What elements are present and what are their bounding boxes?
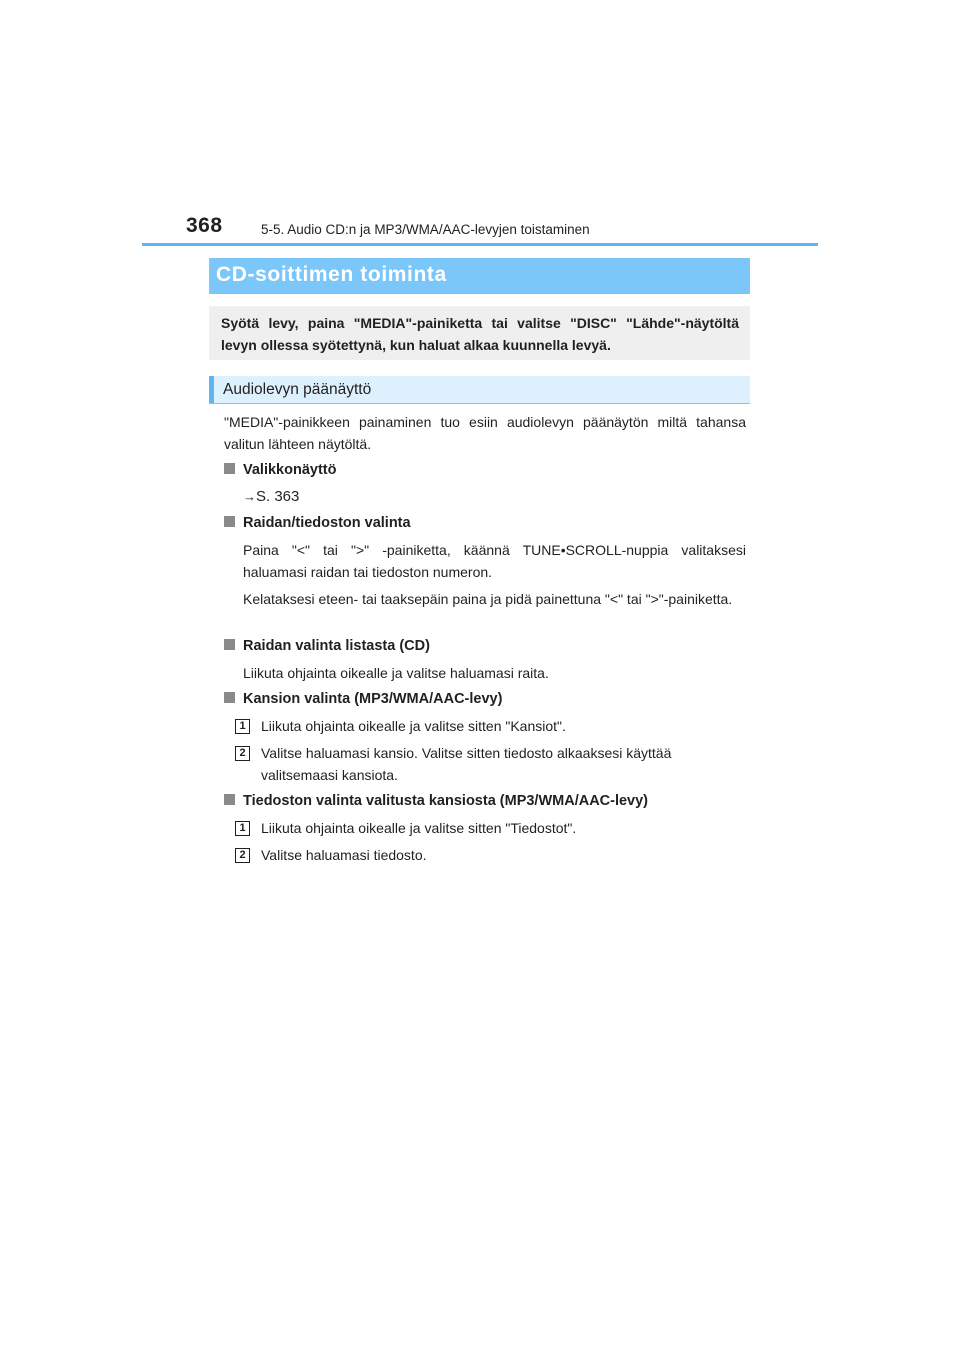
bullet-square bbox=[224, 463, 235, 474]
step-number-2: 2 bbox=[235, 746, 250, 761]
page-reference-link[interactable]: S. 363 bbox=[256, 488, 300, 505]
page-number: 368 bbox=[186, 214, 223, 237]
step-number-1: 1 bbox=[235, 719, 250, 734]
heading-file bbox=[224, 791, 648, 811]
step-number-1: 1 bbox=[235, 821, 250, 836]
section-title: CD-soittimen toiminta bbox=[216, 263, 447, 286]
folder-step-1: Liikuta ohjainta oikealle ja valitse sitten "Kansiot". bbox=[261, 718, 566, 734]
section-title-bar bbox=[209, 258, 750, 294]
section-intro-box: Syötä levy, paina "MEDIA"-painiketta tai valitse "DISC" "Lähde"-näytöltä levyn ollessa syötettynä, kun haluat alkaa kuunnella levyä. bbox=[209, 306, 750, 360]
heading-menu-text: Valikkonäyttö bbox=[243, 462, 337, 478]
track-para-1: Paina "<" tai ">" -painiketta, käännä TUNE•SCROLL-nuppia valitaksesi haluamasi raidan tai tiedoston numeron. bbox=[243, 542, 746, 580]
bullet-square bbox=[224, 794, 235, 805]
bullet-square bbox=[224, 692, 235, 703]
heading-menu bbox=[224, 460, 336, 480]
heading-track-text: Raidan/tiedoston valinta bbox=[243, 515, 411, 531]
menu-reference bbox=[243, 486, 299, 508]
file-step-1: Liikuta ohjainta oikealle ja valitse sitten "Tiedostot". bbox=[261, 820, 577, 836]
track-para-2: Kelataksesi eteen- tai taaksepäin paina ja pidä painettuna "<" tai ">"-painiketta. bbox=[243, 591, 733, 607]
heading-track-list-text: Raidan valinta listasta (CD) bbox=[243, 638, 430, 654]
heading-file-text: Tiedoston valinta valitusta kansiosta (MP3/WMA/AAC-levy) bbox=[243, 793, 649, 809]
heading-track bbox=[224, 513, 411, 533]
bullet-square bbox=[224, 639, 235, 650]
subsection-intro: "MEDIA"-painikkeen painaminen tuo esiin audiolevyn päänäytön miltä tahansa valitun lähteen näytöltä. bbox=[224, 414, 746, 452]
subsection-title-bar bbox=[209, 376, 750, 404]
subsection-title: Audiolevyn päänäyttö bbox=[223, 381, 372, 398]
heading-folder-text: Kansion valinta (MP3/WMA/AAC-levy) bbox=[243, 691, 503, 707]
folder-step-2: Valitse haluamasi kansio. Valitse sitten tiedosto alkaaksesi käyttää valitsemaasi kansiota. bbox=[261, 745, 672, 783]
heading-folder bbox=[224, 689, 502, 709]
heading-track-list bbox=[224, 636, 430, 656]
subsection-accent bbox=[209, 376, 214, 403]
bullet-square bbox=[224, 516, 235, 527]
header-rule bbox=[142, 243, 818, 246]
track-list-para: Liikuta ohjainta oikealle ja valitse haluamasi raita. bbox=[243, 665, 549, 681]
arrow-icon: → bbox=[243, 489, 256, 504]
file-step-2: Valitse haluamasi tiedosto. bbox=[261, 847, 427, 863]
running-head: 5-5. Audio CD:n ja MP3/WMA/AAC-levyjen toistaminen bbox=[261, 222, 590, 237]
step-number-2: 2 bbox=[235, 848, 250, 863]
